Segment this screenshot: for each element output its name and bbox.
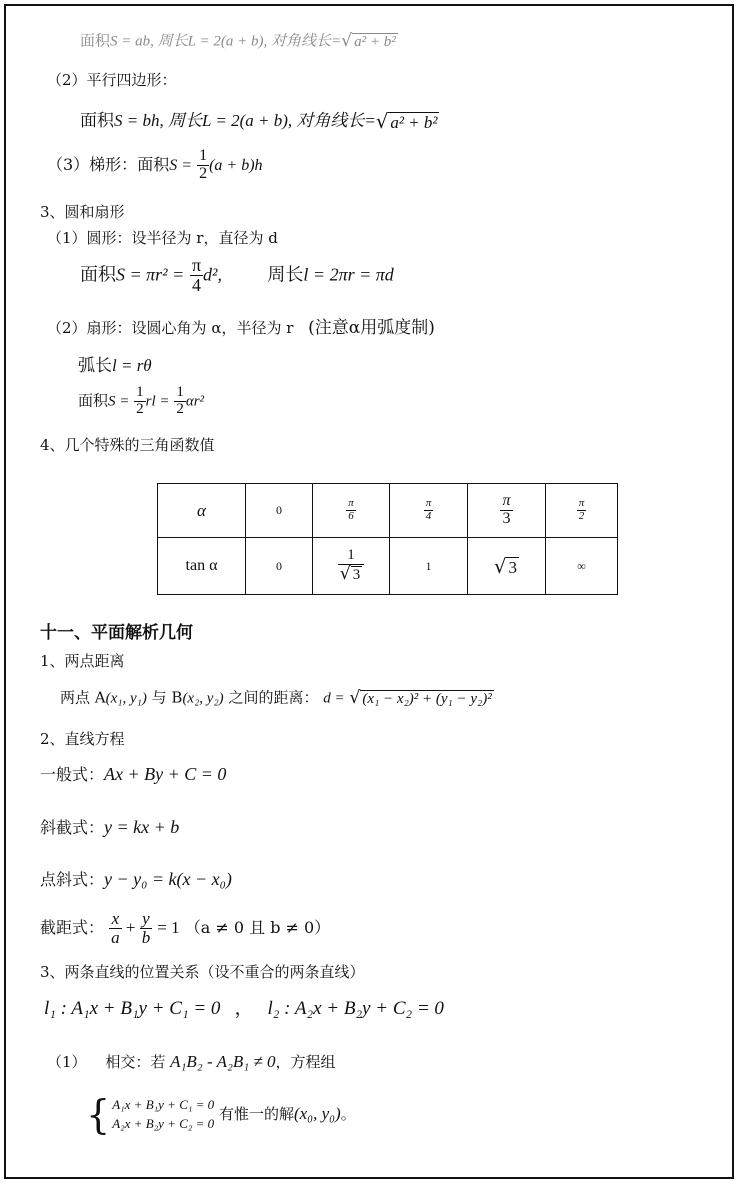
two-lines-eq: [44, 997, 444, 1021]
trapezoid-rhs: (a + b)h: [209, 156, 263, 174]
intersect-text: 相交：若: [105, 1053, 166, 1071]
distance-and: 与 B: [151, 688, 183, 707]
sector-note: (注意α用弧度制): [308, 318, 435, 338]
trapezoid-area-prefix: 面积: [137, 154, 170, 174]
sector-area-rhs: αr²: [185, 393, 205, 410]
equation-system: [112, 1096, 214, 1134]
circle-title: （1）圆形：设半径为 r，直径为 d: [47, 229, 278, 247]
slope-form-label: 斜截式：: [40, 818, 105, 837]
system-eq-1: A₁x + B₁y + C₁ = 0: [112, 1097, 215, 1113]
position-title: 3、两条直线的位置关系（设不重合的两条直线）: [40, 963, 365, 981]
parallelogram-area-prefix: 面积: [80, 111, 114, 132]
table-cell: 0: [246, 538, 313, 595]
sector-arc-prefix: 弧长: [78, 356, 112, 376]
sector-num1: 1: [136, 384, 144, 400]
intercept-form-label: 截距式：: [40, 917, 105, 937]
unique-solution: (x₀, y₀): [293, 1104, 341, 1123]
trapezoid-lhs: S =: [169, 156, 192, 174]
point-form-line: [40, 869, 232, 891]
trapezoid-line: [47, 148, 263, 183]
table-head-alpha: α: [158, 484, 246, 538]
table-cell: 0: [246, 484, 313, 538]
circle-perim-prefix: 周长: [267, 264, 304, 286]
parallelogram-diag-radicand: a² + b²: [390, 113, 438, 132]
slope-form-eq: y = kx + b: [104, 817, 180, 837]
rect-diag-radicand: a² + b²: [354, 34, 396, 50]
trapezoid-half-fraction: [197, 148, 209, 183]
parallelogram-title: （2）平行四边形：: [47, 71, 177, 89]
chapter-title: 十一、平面解析几何: [40, 623, 193, 643]
sector-title: （2）扇形：设圆心角为 α，半径为 r: [47, 319, 294, 337]
intercept-condition: （a ≠ 0 且 b ≠ 0）: [184, 917, 331, 937]
distance-radicand: (x₁ − x₂)² + (y₁ − y₂)²: [362, 691, 492, 707]
line-eq-title: 2、直线方程: [40, 730, 125, 748]
parallelogram-formula-line: [80, 110, 439, 133]
trapezoid-den: 2: [199, 164, 208, 182]
point-form-eq: y − y₀ = k(x − x₀): [104, 869, 232, 889]
period: 。: [340, 1105, 356, 1123]
unique-solution-text: 有惟一的解: [218, 1105, 294, 1123]
sector-arc: l = rθ: [112, 356, 152, 375]
sector-mid: rl =: [145, 393, 170, 410]
table-head-tan: tan α: [158, 538, 246, 595]
distance-sqrt: √ (x₁ − x₂)² + (y₁ − y₂)²: [349, 688, 492, 708]
sector-den2: 2: [176, 400, 184, 417]
circle-area-rhs: d²,: [203, 264, 222, 285]
sector-num2: 1: [176, 384, 184, 400]
rect-area-prefix: 面积: [80, 31, 111, 50]
table-cell: $\frac{\pi}{6}$: [313, 484, 390, 538]
sector-title-line: [47, 318, 435, 338]
circle-perim: l = 2πr = πd: [303, 264, 394, 285]
table-cell: 1: [390, 538, 468, 595]
lines-separator: ，: [234, 997, 254, 1019]
intercept-rhs: = 1: [157, 917, 180, 937]
circle-pi-den: 4: [190, 275, 203, 295]
sector-half-fraction-2: [174, 385, 186, 418]
intersect-condition: A₁B₂ - A₂B₁ ≠ 0: [170, 1052, 276, 1071]
trig-values-table: [157, 483, 618, 595]
distance-point-a: (x₁, y₁): [105, 690, 147, 707]
distance-lhs: d =: [323, 690, 345, 707]
sector-area-prefix: 面积: [78, 391, 109, 410]
distance-text: 两点 A: [60, 688, 106, 707]
sector-arc-line: [78, 356, 152, 376]
general-form-eq: Ax + By + C = 0: [104, 764, 227, 784]
table-row: [158, 484, 618, 538]
rect-formula-line: [80, 31, 398, 52]
intersect-tail: ，方程组: [275, 1053, 336, 1071]
trapezoid-label: （3）梯形：: [47, 154, 138, 174]
circle-area-lhs: S = πr² =: [116, 264, 185, 285]
table-row: [158, 538, 618, 595]
circle-area-prefix: 面积: [80, 264, 116, 286]
section3-title: 3、圆和扇形: [40, 203, 125, 221]
trapezoid-num: 1: [199, 147, 208, 164]
intercept-x-over-a: $\frac{x}{a}$: [111, 909, 120, 947]
equation-system-line: [86, 1091, 356, 1139]
distance-title: 1、两点距离: [40, 652, 125, 670]
intersect-label: （1）: [47, 1053, 87, 1071]
parallelogram-formula: S = bh, 周长L = 2(a + b), 对角线长=: [114, 111, 376, 131]
rect-formula: S = ab, 周长L = 2(a + b), 对角线长=: [110, 33, 342, 50]
intercept-form-line: 截距式： $\frac{x}{a}$ + $\frac{y}{b}$ = 1 （a ≠ 0 且 b ≠ 0）: [40, 909, 331, 947]
sector-area-lhs: S =: [108, 393, 130, 410]
general-form-line: [40, 764, 226, 786]
sector-area-line: [78, 385, 204, 418]
intercept-y-over-b: $\frac{y}{b}$: [141, 909, 151, 947]
sector-half-fraction-1: [134, 385, 146, 418]
circle-formula-line: [80, 256, 394, 295]
table-cell: $\frac{\pi}{3}$: [468, 484, 546, 538]
table-cell: √ 3: [468, 538, 546, 595]
section4-title: 4、几个特殊的三角函数值: [40, 436, 215, 454]
line-l2-eq: l₂ : A₂x + B₂y + C₂ = 0: [267, 998, 444, 1019]
table-cell: $\frac{1}{√ 3}$: [313, 538, 390, 595]
system-eq-2: A₂x + B₂y + C₂ = 0: [112, 1116, 215, 1131]
distance-between: 之间的距离：: [228, 688, 319, 707]
left-brace: {: [86, 1091, 111, 1139]
rect-diag-sqrt: √ a² + b²: [341, 31, 396, 51]
table-cell: $\frac{\pi}{2}$: [546, 484, 618, 538]
point-form-label: 点斜式：: [40, 870, 105, 889]
table-cell: $\frac{\pi}{4}$: [390, 484, 468, 538]
general-form-label: 一般式：: [40, 765, 105, 784]
parallelogram-diag-sqrt: √ a² + b²: [375, 110, 438, 133]
distance-line: [60, 688, 494, 709]
line-l1-eq: l₁ : A₁x + B₁y + C₁ = 0: [44, 998, 221, 1019]
circle-pi-num: π: [191, 255, 202, 275]
intersect-line: [47, 1052, 336, 1072]
slope-form-line: [40, 817, 179, 839]
distance-point-b: (x₂, y₂): [182, 690, 224, 707]
sector-den1: 2: [136, 400, 144, 417]
table-cell: ∞: [546, 538, 618, 595]
circle-pi-over-4: [190, 256, 203, 295]
